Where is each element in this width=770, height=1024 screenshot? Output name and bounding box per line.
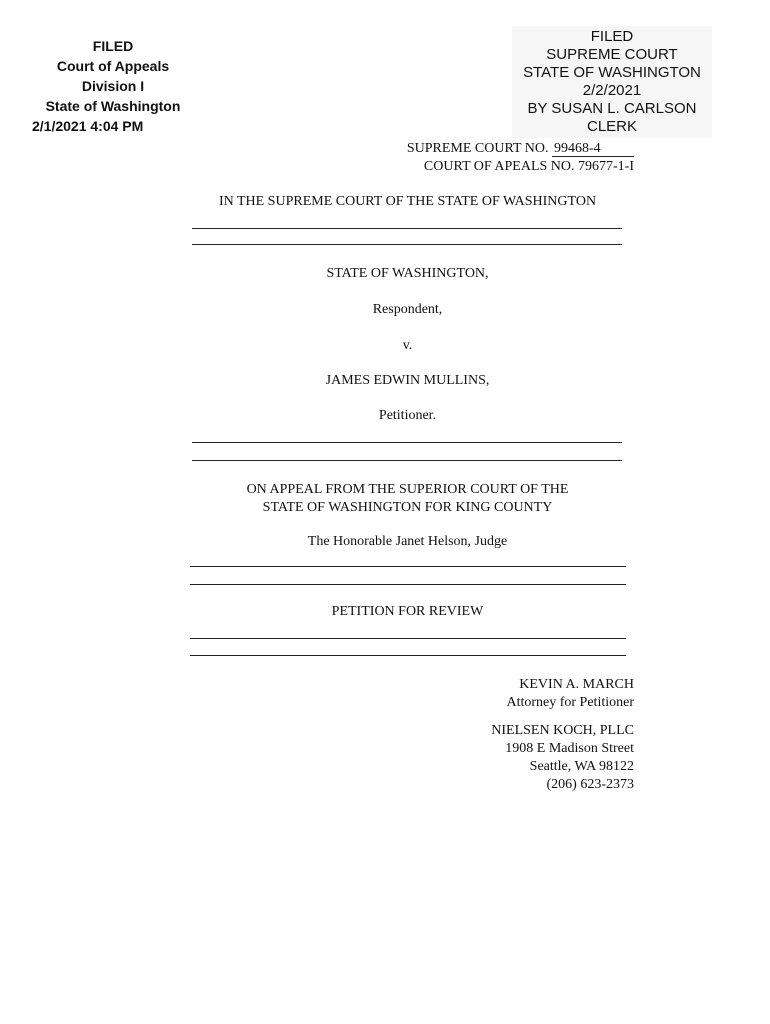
divider-rule: [190, 566, 626, 567]
stamp-right-line-4: 2/2/2021: [582, 82, 642, 99]
appeal-origin-line-1: ON APPEAL FROM THE SUPERIOR COURT OF THE: [246, 482, 569, 497]
appeal-origin: [190, 481, 625, 517]
attorney-block: [491, 676, 634, 794]
stamp-left-line-2: Court of Appeals: [56, 58, 170, 74]
law-firm-name: NIELSEN KOCH, PLLC: [491, 723, 634, 738]
party-plaintiff: STATE OF WASHINGTON,: [326, 266, 489, 281]
supreme-court-number-value: 99468-4: [552, 142, 634, 157]
filing-stamp-court-of-appeals: [28, 36, 198, 136]
court-heading: IN THE SUPREME COURT OF THE STATE OF WASHINGTON: [218, 194, 597, 209]
party-defendant: JAMES EDWIN MULLINS,: [325, 373, 490, 388]
stamp-left-line-3: Division I: [81, 78, 145, 94]
court-of-appeals-number: COURT OF APEALS NO. 79677-1-I: [423, 159, 634, 174]
divider-rule: [192, 244, 622, 245]
divider-rule: [192, 460, 622, 461]
divider-rule: [192, 228, 622, 229]
appeal-origin-line-2: STATE OF WASHINGTON FOR KING COUNTY: [262, 500, 553, 515]
case-numbers: [407, 140, 634, 176]
filing-stamp-supreme-court: [512, 26, 712, 138]
law-firm-city: Seattle, WA 98122: [529, 759, 634, 774]
presiding-judge: The Honorable Janet Helson, Judge: [307, 534, 508, 549]
stamp-right-line-2: SUPREME COURT: [546, 46, 678, 63]
law-firm-phone: (206) 623-2373: [546, 777, 634, 792]
supreme-court-number: [407, 140, 634, 158]
stamp-right-line-3: STATE OF WASHINGTON: [523, 64, 701, 81]
stamp-left-line-5: 2/1/2021 4:04 PM: [32, 118, 144, 134]
divider-rule: [190, 638, 626, 639]
law-firm-street: 1908 E Madison Street: [505, 741, 634, 756]
attorney-role: Attorney for Petitioner: [506, 695, 634, 710]
party-defendant-role: Petitioner.: [378, 408, 437, 423]
supreme-court-number-label: SUPREME COURT NO.: [406, 141, 549, 156]
stamp-left-line-1: FILED: [92, 38, 134, 54]
divider-rule: [190, 655, 626, 656]
party-plaintiff-role: Respondent,: [372, 302, 443, 317]
divider-rule: [192, 442, 622, 443]
versus: v.: [402, 338, 413, 353]
stamp-right-line-5: BY SUSAN L. CARLSON: [527, 100, 697, 117]
stamp-right-line-6: CLERK: [586, 118, 638, 135]
stamp-right-line-1: FILED: [590, 28, 634, 45]
document-title: PETITION FOR REVIEW: [331, 604, 484, 619]
stamp-left-line-4: State of Washington: [45, 98, 181, 114]
divider-rule: [190, 584, 626, 585]
attorney-name: KEVIN A. MARCH: [519, 677, 634, 692]
